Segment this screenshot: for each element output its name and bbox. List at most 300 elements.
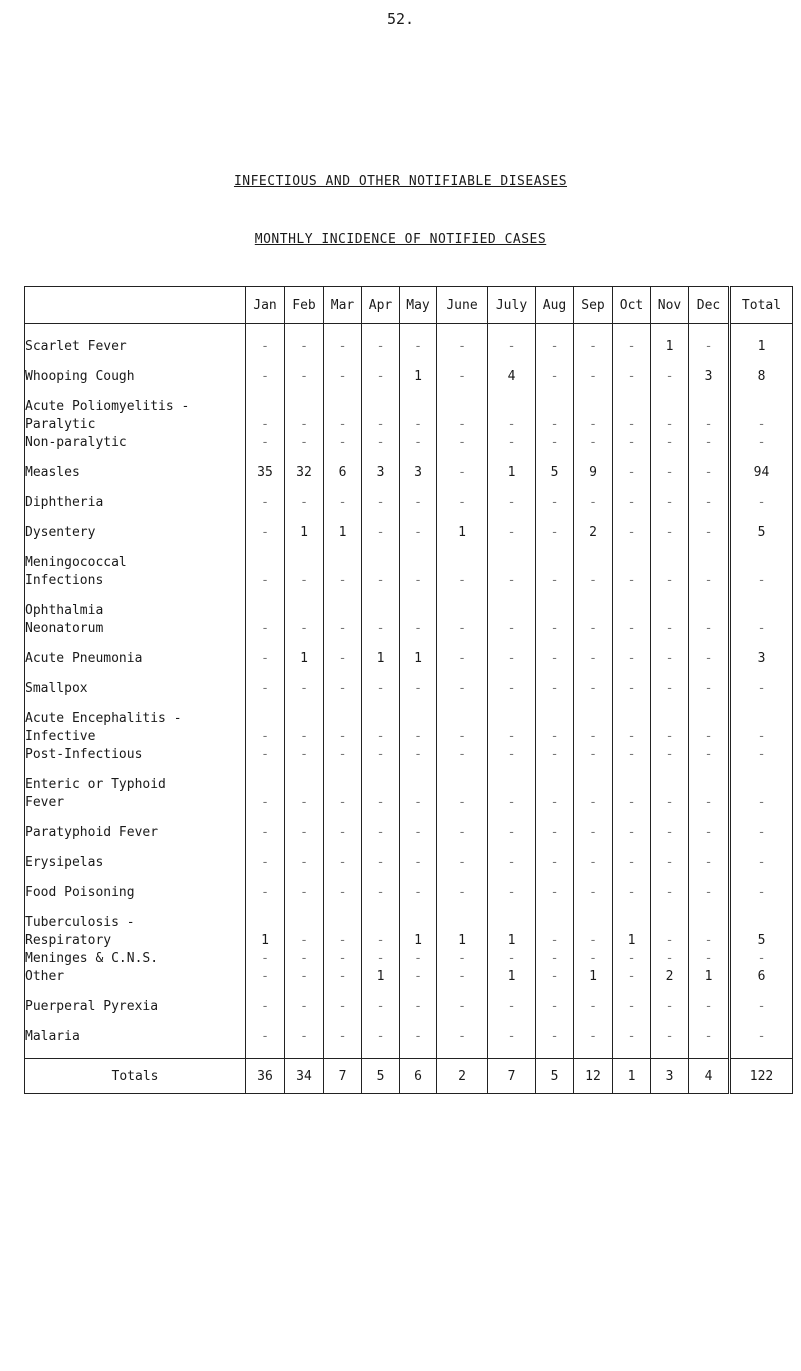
row-spacer <box>362 698 399 710</box>
month-value-cell: - <box>704 621 713 636</box>
row-spacer <box>25 1046 245 1058</box>
month-value-cell: - <box>376 495 385 510</box>
month-value-cell: - <box>665 855 674 870</box>
row-spacer <box>25 1016 245 1028</box>
month-value-cell: - <box>704 855 713 870</box>
month-value-cell: - <box>414 435 422 450</box>
month-value-cell: - <box>458 465 466 480</box>
row-spacer <box>246 512 284 524</box>
month-value-cell <box>651 602 688 620</box>
month-value-cell <box>689 914 728 932</box>
month-value-cell: - <box>261 525 269 540</box>
row-total-cell <box>731 602 792 620</box>
month-value-cell: 5 <box>550 465 559 480</box>
row-spacer <box>574 590 612 602</box>
month-value-cell: - <box>338 573 347 588</box>
row-spacer <box>285 386 323 398</box>
row-spacer <box>613 698 650 710</box>
month-value-cell: - <box>376 681 385 696</box>
month-value-cell: - <box>414 855 422 870</box>
month-value-cell: - <box>261 1029 269 1044</box>
month-value-cell: - <box>550 417 559 432</box>
month-value-cell: - <box>550 369 559 384</box>
month-value-cell: - <box>589 369 597 384</box>
month-value-cell: 1 <box>507 969 516 984</box>
month-value-cell <box>651 776 688 794</box>
month-value-cell: - <box>550 825 559 840</box>
row-spacer <box>731 590 792 602</box>
disease-label: Smallpox <box>25 681 88 696</box>
row-spacer <box>25 872 245 884</box>
month-value-cell: 3 <box>376 465 385 480</box>
month-value-cell: - <box>338 339 347 354</box>
row-spacer <box>651 986 688 998</box>
row-spacer <box>689 764 728 776</box>
disease-label: Acute Pneumonia <box>25 651 143 666</box>
row-spacer <box>246 698 284 710</box>
month-value-cell: 1 <box>300 651 308 666</box>
row-spacer <box>285 638 323 650</box>
row-spacer <box>574 324 612 338</box>
row-spacer <box>613 1016 650 1028</box>
month-value-cell: - <box>338 999 347 1014</box>
row-spacer <box>613 668 650 680</box>
month-value-cell: - <box>507 855 516 870</box>
row-spacer <box>246 590 284 602</box>
month-value-cell: - <box>261 573 269 588</box>
month-value-cell <box>536 710 573 728</box>
row-spacer <box>400 386 436 398</box>
month-value-cell: - <box>704 951 713 966</box>
row-spacer <box>651 668 688 680</box>
month-value-cell: - <box>589 729 597 744</box>
row-spacer <box>574 698 612 710</box>
month-value-cell: - <box>261 621 269 636</box>
month-value-cell: - <box>704 339 713 354</box>
month-value-cell: - <box>261 681 269 696</box>
row-spacer <box>324 512 361 524</box>
row-total-cell: - <box>757 1029 766 1044</box>
month-value-cell: - <box>665 729 674 744</box>
row-spacer <box>362 902 399 914</box>
month-value-cell <box>400 398 436 416</box>
month-value-cell: - <box>704 825 713 840</box>
row-spacer <box>246 986 284 998</box>
totals-cell: 34 <box>285 1059 324 1094</box>
disease-label: Erysipelas <box>25 855 104 870</box>
month-value-cell: - <box>300 417 308 432</box>
month-value-cell: - <box>338 1029 347 1044</box>
month-value-cell: - <box>665 933 674 948</box>
month-value-cell: - <box>300 729 308 744</box>
row-spacer <box>246 1046 284 1058</box>
row-spacer <box>488 812 535 824</box>
month-value-cell: - <box>550 969 559 984</box>
month-value-cell: - <box>507 729 516 744</box>
month-value-cell: - <box>507 651 516 666</box>
row-spacer <box>324 764 361 776</box>
row-spacer <box>246 842 284 854</box>
month-value-cell: 1 <box>458 933 466 948</box>
month-value-cell <box>437 914 487 932</box>
row-total-cell <box>731 398 792 416</box>
row-spacer <box>731 386 792 398</box>
row-total-cell: - <box>757 795 766 810</box>
disease-label: Fever <box>25 795 65 810</box>
month-value-cell: 35 <box>257 465 273 480</box>
row-spacer <box>324 452 361 464</box>
row-spacer <box>285 986 323 998</box>
month-value-cell: - <box>550 681 559 696</box>
row-spacer <box>324 872 361 884</box>
row-spacer <box>574 482 612 494</box>
row-spacer <box>400 872 436 884</box>
month-value-cell: - <box>376 1029 385 1044</box>
month-value-cell <box>651 398 688 416</box>
row-spacer <box>324 590 361 602</box>
month-value-cell: - <box>261 339 269 354</box>
row-spacer <box>324 482 361 494</box>
row-spacer <box>246 812 284 824</box>
row-spacer <box>400 812 436 824</box>
month-value-cell: - <box>376 417 385 432</box>
month-value-cell: - <box>550 621 559 636</box>
disease-label: Acute Encephalitis - <box>25 711 182 726</box>
month-value-cell: - <box>376 525 385 540</box>
row-spacer <box>536 842 573 854</box>
header-month: Apr <box>362 287 400 324</box>
row-spacer <box>689 512 728 524</box>
row-spacer <box>285 668 323 680</box>
month-value-cell: 6 <box>338 465 347 480</box>
header-month: Sep <box>574 287 613 324</box>
row-spacer <box>437 638 487 650</box>
month-value-cell: - <box>550 855 559 870</box>
row-spacer <box>536 638 573 650</box>
row-spacer <box>324 638 361 650</box>
row-spacer <box>536 452 573 464</box>
month-value-cell: - <box>665 369 674 384</box>
row-spacer <box>437 542 487 554</box>
month-value-cell: - <box>550 651 559 666</box>
month-value-cell: - <box>261 651 269 666</box>
disease-column <box>25 324 246 1059</box>
month-value-cell: 1 <box>665 339 674 354</box>
month-value-cell: - <box>627 495 636 510</box>
month-value-cell <box>488 776 535 794</box>
row-spacer <box>536 986 573 998</box>
totals-cell: 12 <box>574 1059 613 1094</box>
month-value-cell: - <box>589 651 597 666</box>
row-spacer <box>324 324 361 338</box>
month-value-cell: 2 <box>665 969 674 984</box>
row-spacer <box>400 452 436 464</box>
month-value-cell <box>488 398 535 416</box>
row-spacer <box>437 842 487 854</box>
row-spacer <box>362 1046 399 1058</box>
header-month: Aug <box>536 287 574 324</box>
month-value-cell: - <box>300 795 308 810</box>
disease-label: Meningococcal <box>25 555 127 570</box>
disease-label: Enteric or Typhoid <box>25 777 166 792</box>
totals-cell: 5 <box>536 1059 574 1094</box>
row-spacer <box>536 764 573 776</box>
row-spacer <box>536 1046 573 1058</box>
month-value-cell: - <box>376 747 385 762</box>
row-spacer <box>488 668 535 680</box>
month-value-cell: - <box>338 951 347 966</box>
row-spacer <box>246 386 284 398</box>
month-value-cell: - <box>458 681 466 696</box>
total-column <box>730 324 793 1059</box>
month-value-cell: - <box>300 855 308 870</box>
totals-cell: 36 <box>246 1059 285 1094</box>
row-total-cell: - <box>757 681 766 696</box>
row-total-cell: 6 <box>757 969 766 984</box>
month-value-cell <box>246 398 284 416</box>
row-spacer <box>362 482 399 494</box>
month-value-cell: - <box>550 435 559 450</box>
row-spacer <box>651 812 688 824</box>
header-total: Total <box>730 287 793 324</box>
row-spacer <box>536 482 573 494</box>
row-spacer <box>25 386 245 398</box>
row-total-cell <box>731 710 792 728</box>
row-spacer <box>246 542 284 554</box>
month-value-cell: - <box>338 855 347 870</box>
row-spacer <box>246 872 284 884</box>
totals-cell: 3 <box>651 1059 689 1094</box>
row-spacer <box>651 1016 688 1028</box>
row-spacer <box>285 512 323 524</box>
header-month: June <box>437 287 488 324</box>
row-total-cell: 8 <box>757 369 766 384</box>
month-value-cell: - <box>458 855 466 870</box>
month-value-cell: - <box>261 885 269 900</box>
row-spacer <box>731 512 792 524</box>
row-spacer <box>362 590 399 602</box>
row-spacer <box>536 590 573 602</box>
month-value-cell <box>324 602 361 620</box>
row-spacer <box>400 1016 436 1028</box>
row-spacer <box>362 1016 399 1028</box>
month-value-cell: - <box>627 999 636 1014</box>
month-column <box>613 324 651 1059</box>
month-value-cell: - <box>589 339 597 354</box>
month-value-cell: - <box>414 999 422 1014</box>
row-spacer <box>689 668 728 680</box>
month-column <box>285 324 324 1059</box>
month-value-cell: - <box>414 969 422 984</box>
month-value-cell: - <box>458 999 466 1014</box>
month-value-cell: 1 <box>376 969 385 984</box>
totals-label: Totals <box>25 1059 246 1094</box>
month-value-cell: - <box>300 495 308 510</box>
month-value-cell: - <box>665 621 674 636</box>
month-value-cell: - <box>376 825 385 840</box>
row-total-cell: - <box>757 435 766 450</box>
month-value-cell: - <box>627 885 636 900</box>
month-value-cell: - <box>507 825 516 840</box>
month-value-cell: - <box>550 951 559 966</box>
row-spacer <box>689 698 728 710</box>
row-spacer <box>362 812 399 824</box>
row-spacer <box>488 1016 535 1028</box>
month-value-cell <box>362 398 399 416</box>
row-spacer <box>437 452 487 464</box>
row-spacer <box>362 986 399 998</box>
disease-label: Puerperal Pyrexia <box>25 999 159 1014</box>
row-spacer <box>536 386 573 398</box>
month-value-cell: - <box>261 747 269 762</box>
row-spacer <box>25 324 245 338</box>
month-value-cell: - <box>376 951 385 966</box>
month-value-cell <box>536 914 573 932</box>
month-column <box>362 324 400 1059</box>
month-value-cell <box>285 398 323 416</box>
row-spacer <box>689 842 728 854</box>
row-spacer <box>25 812 245 824</box>
totals-row <box>25 1059 793 1094</box>
month-value-cell: - <box>589 747 597 762</box>
month-value-cell: - <box>300 573 308 588</box>
row-spacer <box>651 542 688 554</box>
month-value-cell: - <box>458 435 466 450</box>
month-value-cell: - <box>458 729 466 744</box>
header-month: Dec <box>689 287 730 324</box>
month-value-cell: - <box>458 369 466 384</box>
row-spacer <box>400 512 436 524</box>
month-value-cell <box>651 914 688 932</box>
month-value-cell: - <box>627 369 636 384</box>
row-spacer <box>574 1016 612 1028</box>
disease-label: Tuberculosis - <box>25 915 135 930</box>
month-value-cell: - <box>338 747 347 762</box>
month-value-cell: - <box>261 495 269 510</box>
row-spacer <box>25 482 245 494</box>
month-value-cell: - <box>704 1029 713 1044</box>
row-spacer <box>400 1046 436 1058</box>
row-spacer <box>731 872 792 884</box>
row-spacer <box>651 356 688 368</box>
month-value-cell <box>574 710 612 728</box>
month-value-cell: - <box>507 999 516 1014</box>
row-spacer <box>246 452 284 464</box>
month-value-cell: - <box>589 795 597 810</box>
disease-label: Measles <box>25 465 80 480</box>
month-value-cell: - <box>507 525 516 540</box>
row-spacer <box>689 356 728 368</box>
month-value-cell: 1 <box>507 933 516 948</box>
month-column <box>324 324 362 1059</box>
row-spacer <box>613 542 650 554</box>
month-value-cell <box>437 602 487 620</box>
row-spacer <box>574 842 612 854</box>
row-spacer <box>437 872 487 884</box>
month-value-cell: 1 <box>589 969 597 984</box>
row-spacer <box>246 668 284 680</box>
month-value-cell: - <box>414 621 422 636</box>
month-value-cell <box>362 710 399 728</box>
row-spacer <box>689 590 728 602</box>
row-spacer <box>651 638 688 650</box>
row-spacer <box>731 1046 792 1058</box>
month-column <box>536 324 574 1059</box>
row-total-cell: - <box>757 825 766 840</box>
row-spacer <box>25 452 245 464</box>
month-value-cell: - <box>589 855 597 870</box>
row-spacer <box>536 812 573 824</box>
row-total-cell: - <box>757 747 766 762</box>
month-value-cell: - <box>627 747 636 762</box>
row-spacer <box>574 638 612 650</box>
row-spacer <box>324 386 361 398</box>
month-value-cell: - <box>627 435 636 450</box>
month-value-cell <box>246 710 284 728</box>
month-value-cell <box>536 776 573 794</box>
header-row <box>25 287 793 324</box>
month-value-cell <box>689 710 728 728</box>
month-value-cell <box>285 602 323 620</box>
month-value-cell: - <box>704 885 713 900</box>
month-value-cell: - <box>665 435 674 450</box>
month-value-cell: - <box>458 795 466 810</box>
month-value-cell: - <box>300 681 308 696</box>
month-value-cell: 9 <box>589 465 597 480</box>
month-value-cell: - <box>589 417 597 432</box>
month-column <box>488 324 536 1059</box>
month-value-cell: - <box>550 933 559 948</box>
month-value-cell: - <box>665 651 674 666</box>
row-spacer <box>613 902 650 914</box>
row-spacer <box>437 356 487 368</box>
row-spacer <box>574 512 612 524</box>
disease-label: Paralytic <box>25 417 96 432</box>
month-value-cell: - <box>704 933 713 948</box>
month-value-cell: 1 <box>627 933 636 948</box>
row-spacer <box>400 902 436 914</box>
month-value-cell <box>613 914 650 932</box>
row-total-cell: - <box>757 951 766 966</box>
row-spacer <box>731 324 792 338</box>
row-spacer <box>437 1016 487 1028</box>
row-spacer <box>689 638 728 650</box>
month-value-cell: - <box>704 681 713 696</box>
month-value-cell <box>324 398 361 416</box>
row-total-cell: - <box>757 417 766 432</box>
row-spacer <box>731 356 792 368</box>
month-value-cell: - <box>414 729 422 744</box>
row-spacer <box>689 872 728 884</box>
month-value-cell <box>324 554 361 572</box>
row-total-cell <box>731 776 792 794</box>
month-value-cell: - <box>589 885 597 900</box>
disease-label: Whooping Cough <box>25 369 135 384</box>
row-spacer <box>362 452 399 464</box>
month-value-cell: - <box>300 435 308 450</box>
row-spacer <box>651 698 688 710</box>
month-value-cell <box>437 776 487 794</box>
row-spacer <box>246 638 284 650</box>
month-value-cell: - <box>338 729 347 744</box>
month-value-cell: - <box>627 339 636 354</box>
row-spacer <box>285 482 323 494</box>
row-spacer <box>574 1046 612 1058</box>
row-spacer <box>613 324 650 338</box>
month-value-cell: - <box>414 573 422 588</box>
row-spacer <box>613 1046 650 1058</box>
row-spacer <box>362 386 399 398</box>
